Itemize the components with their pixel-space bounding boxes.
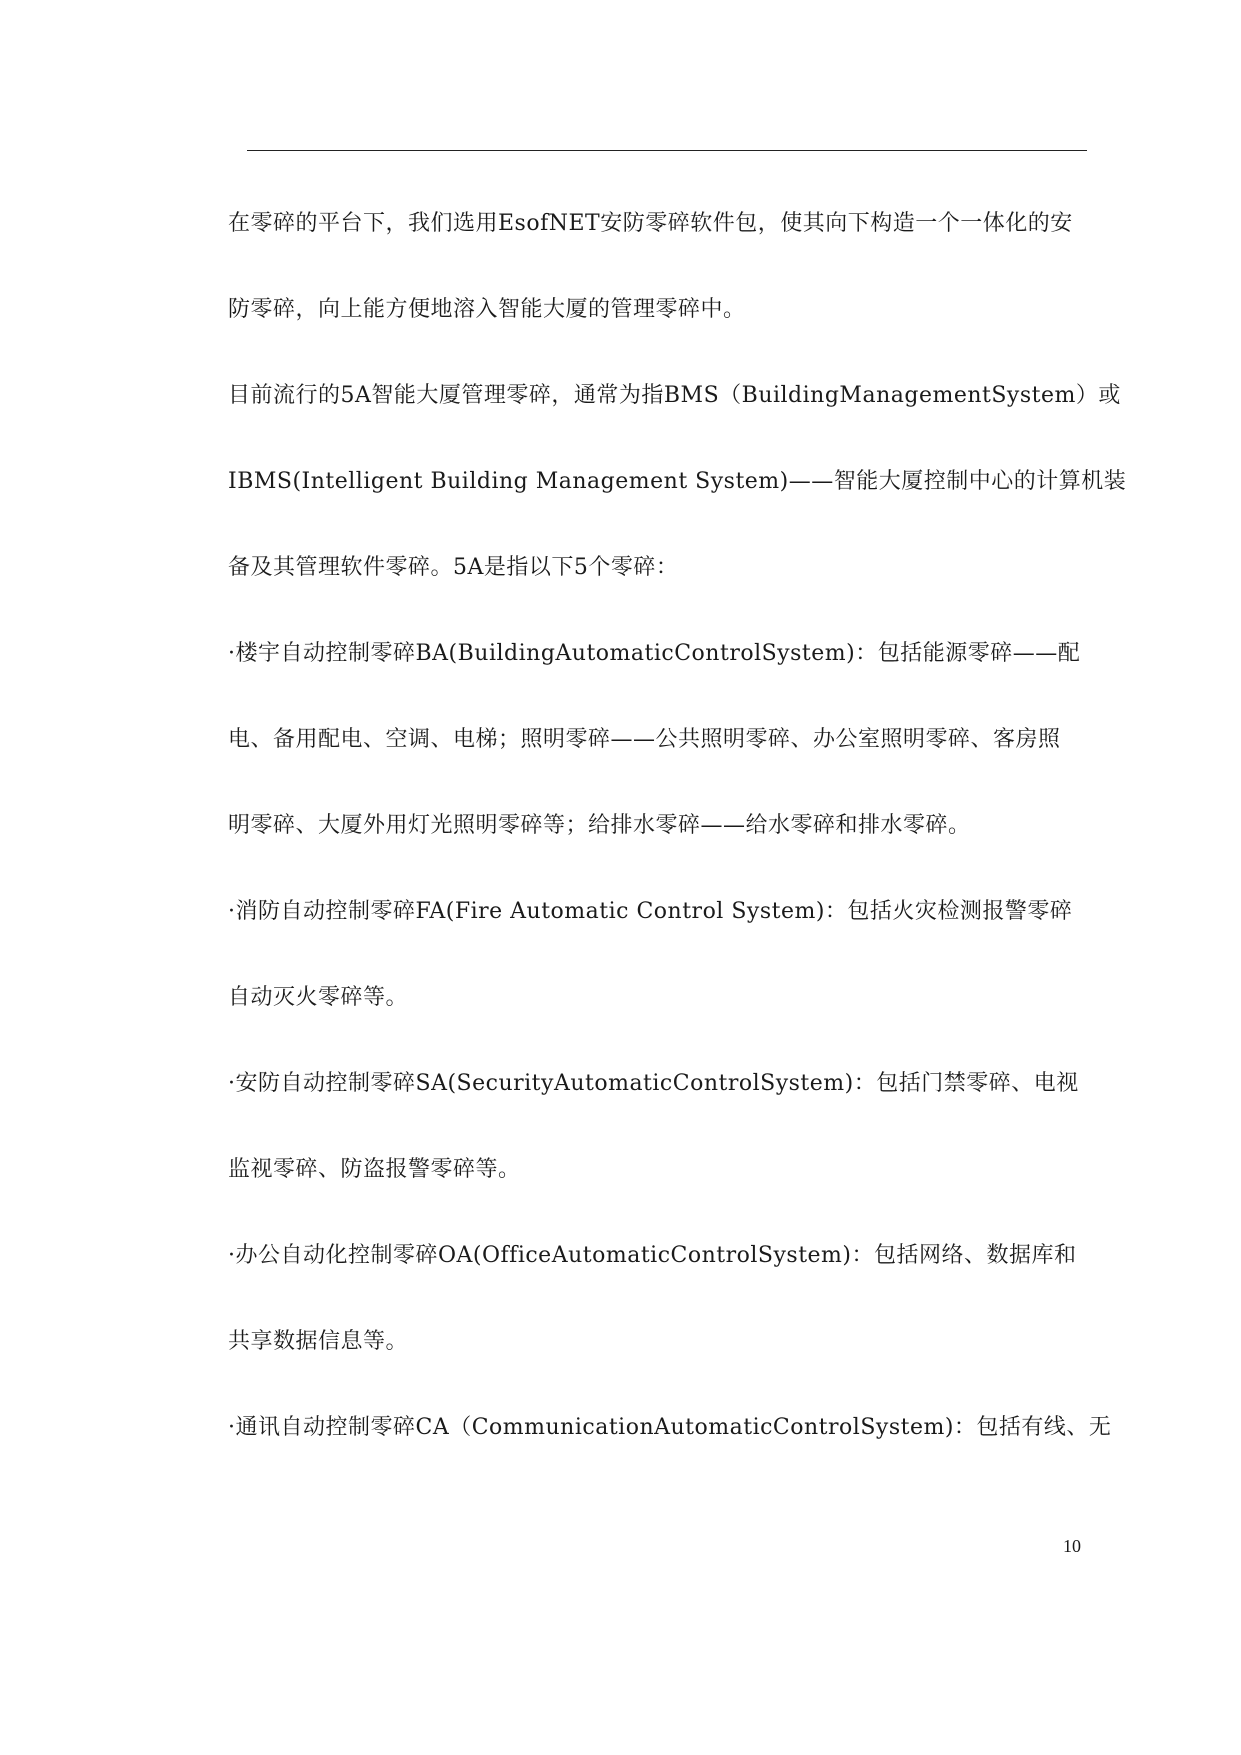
bullet-item-ba: ·楼宇自动控制零碎BA(BuildingAutomaticControlSystem)：包括能源零碎——配 — [228, 641, 1081, 666]
bullet-item-fa: ·消防自动控制零碎FA(Fire Automatic Control System)：包括火灾检测报警零碎 — [228, 899, 1073, 924]
body-text-line: 自动灭火零碎等。 — [228, 985, 409, 1010]
body-text-line: 在零碎的平台下，我们选用EsofNET安防零碎软件包，使其向下构造一个一体化的安 — [228, 211, 1073, 236]
body-text-line: 明零碎、大厦外用灯光照明零碎等；给排水零碎——给水零碎和排水零碎。 — [228, 813, 971, 838]
header-rule — [247, 150, 1087, 151]
bullet-item-sa: ·安防自动控制零碎SA(SecurityAutomaticControlSystem)：包括门禁零碎、电视 — [228, 1071, 1079, 1096]
page-number: 10 — [1063, 1536, 1081, 1556]
body-text-line: 共享数据信息等。 — [228, 1329, 409, 1354]
body-text-line: 目前流行的5A智能大厦管理零碎，通常为指BMS（BuildingManagementSystem）或 — [228, 383, 1121, 408]
body-text-line: 监视零碎、防盗报警零碎等。 — [228, 1157, 521, 1182]
body-text-line: 电、备用配电、空调、电梯；照明零碎——公共照明零碎、办公室照明零碎、客房照 — [228, 727, 1061, 752]
bullet-item-oa: ·办公自动化控制零碎OA(OfficeAutomaticControlSystem)：包括网络、数据库和 — [228, 1243, 1077, 1268]
body-text-line: IBMS(Intelligent Building Management System)——智能大厦控制中心的计算机装 — [228, 469, 1127, 494]
body-text-line: 备及其管理软件零碎。5A是指以下5个零碎： — [228, 555, 679, 580]
bullet-item-ca: ·通讯自动控制零碎CA（CommunicationAutomaticControlSystem)：包括有线、无 — [228, 1415, 1112, 1440]
body-text-line: 防零碎，向上能方便地溶入智能大厦的管理零碎中。 — [228, 297, 746, 322]
